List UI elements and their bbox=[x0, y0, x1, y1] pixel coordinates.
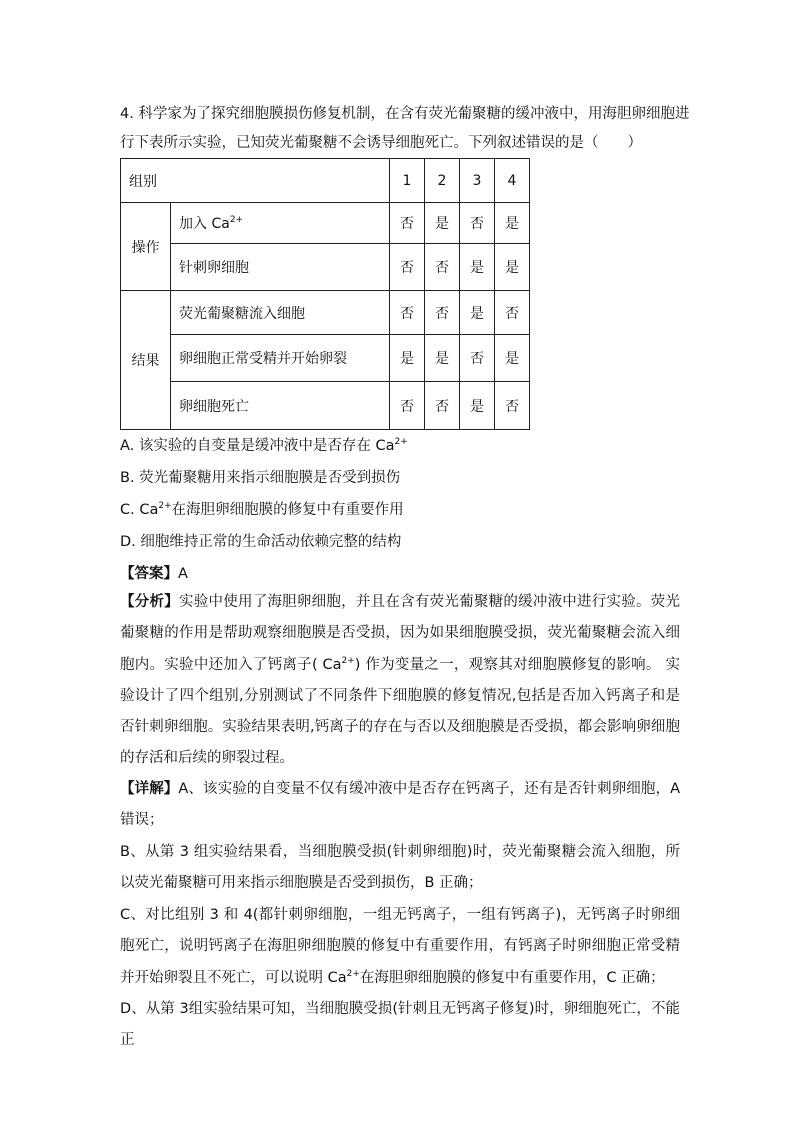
row-name-cell: 卵细胞正常受精并开始卵裂 bbox=[171, 335, 390, 382]
table-row bbox=[121, 203, 530, 244]
option-b: B. 荧光葡聚糖用来指示细胞膜是否受到损伤 bbox=[120, 470, 401, 486]
value-cell: 否 bbox=[495, 291, 530, 335]
value-cell: 否 bbox=[495, 382, 530, 430]
option-c-text-pre: C. Ca bbox=[120, 502, 159, 518]
value-cell: 否 bbox=[425, 382, 460, 430]
group-number-1: 1 bbox=[390, 159, 425, 203]
result-label-cell: 结果 bbox=[121, 291, 171, 430]
value-cell: 否 bbox=[460, 203, 495, 244]
option-c-text-post: 在海胆卵细胞膜的修复中有重要作用 bbox=[171, 502, 404, 518]
question-line-2: 行下表所示实验，已知荧光葡聚糖不会诱导细胞死亡。下列叙述错误的是（ ） bbox=[120, 135, 642, 151]
row-name-cell bbox=[171, 203, 390, 244]
row-name-cell: 卵细胞死亡 bbox=[171, 382, 390, 430]
answer-label: 【答案】 bbox=[120, 566, 178, 582]
value-cell: 否 bbox=[390, 203, 425, 244]
value-cell: 否 bbox=[390, 291, 425, 335]
value-cell: 否 bbox=[460, 335, 495, 382]
value-cell: 否 bbox=[390, 382, 425, 430]
option-d: D. 细胞维持正常的生命活动依赖完整的结构 bbox=[120, 534, 402, 550]
option-c bbox=[120, 500, 404, 520]
group-label-cell: 组别 bbox=[121, 159, 390, 203]
detail-paragraph-c bbox=[120, 900, 680, 994]
group-number-3: 3 bbox=[460, 159, 495, 203]
value-cell: 是 bbox=[495, 203, 530, 244]
row-name-text: 加入 Ca bbox=[179, 216, 230, 232]
row-name-cell: 针刺卵细胞 bbox=[171, 244, 390, 291]
value-cell: 是 bbox=[460, 382, 495, 430]
group-number-4: 4 bbox=[495, 159, 530, 203]
option-a-text: A. 该实验的自变量是缓冲液中是否存在 Ca bbox=[120, 438, 395, 454]
table-row bbox=[121, 244, 530, 291]
detail-a-text: A、该实验的自变量不仅有缓冲液中是否存在钙离子，还有是否针刺卵细胞，A 错误； bbox=[120, 781, 680, 829]
answer-line bbox=[120, 564, 188, 584]
value-cell: 是 bbox=[425, 203, 460, 244]
experiment-table bbox=[120, 158, 530, 430]
table-row bbox=[121, 335, 530, 382]
value-cell: 否 bbox=[425, 291, 460, 335]
option-a bbox=[120, 436, 408, 456]
analysis-label: 【分析】 bbox=[120, 594, 179, 610]
value-cell: 否 bbox=[425, 244, 460, 291]
table-row bbox=[121, 291, 530, 335]
value-cell: 是 bbox=[390, 335, 425, 382]
question-line-1: 4. 科学家为了探究细胞膜损伤修复机制，在含有荧光葡聚糖的缓冲液中，用海胆卵细胞进 bbox=[120, 106, 690, 122]
analysis-text-pre: 实验中使用了海胆卵细胞，并且在含有荧光葡聚糖的缓冲液中进行实验。荧光葡聚糖的作用是帮助观察细胞膜是否受损，因为如果细胞膜受损，荧光葡聚糖会流入细胞内。实验中还加入了钙离子( Ca bbox=[120, 594, 681, 673]
value-cell: 否 bbox=[390, 244, 425, 291]
group-number-2: 2 bbox=[425, 159, 460, 203]
analysis-paragraph bbox=[120, 587, 680, 775]
operation-label-cell: 操作 bbox=[121, 203, 171, 291]
table-row bbox=[121, 382, 530, 430]
option-c-superscript: 2+ bbox=[158, 501, 172, 511]
detail-c-text-pre: C、对比组别 3 和 4(都针刺卵细胞，一组无钙离子，一组有钙离子)，无钙离子时卵细胞死亡，说明钙离子在海胆卵细胞膜的修复中有重要作用，有钙离子时卵细胞正常受精并开始卵裂且不死亡，可以说明 Ca bbox=[120, 907, 680, 986]
detail-paragraph-a bbox=[120, 774, 680, 837]
value-cell: 是 bbox=[495, 335, 530, 382]
value-cell: 是 bbox=[460, 291, 495, 335]
detail-paragraph-d: D、从第 3组实验结果可知，当细胞膜受损(针刺且无钙离子修复)时，卵细胞死亡，不能正 bbox=[120, 1001, 680, 1049]
analysis-text-post: ) 作为变量之一，观察其对细胞膜修复的影响。 实验设计了四个组别,分别测试了不同条件下细胞膜的修复情况,包括是否加入钙离子和是否针刺卵细胞。实验结果表明,钙离子的存在与否以及细胞膜是否受损，都会影响卵细胞的存活和后续的卵裂过程。 bbox=[120, 656, 680, 767]
value-cell: 是 bbox=[460, 244, 495, 291]
value-cell: 是 bbox=[495, 244, 530, 291]
detail-label: 【详解】 bbox=[120, 781, 179, 797]
row-name-cell: 荧光葡聚糖流入细胞 bbox=[171, 291, 390, 335]
answer-value: A bbox=[178, 566, 188, 582]
detail-c-superscript: 2+ bbox=[346, 968, 360, 979]
option-a-superscript: 2+ bbox=[394, 437, 408, 447]
row-name-superscript: 2+ bbox=[229, 215, 244, 225]
analysis-superscript: 2+ bbox=[341, 655, 355, 666]
detail-paragraph-b: B、从第 3 组实验结果看，当细胞膜受损(针刺卵细胞)时，荧光葡聚糖会流入细胞，所以荧光葡聚糖可用来指示细胞膜是否受到损伤，B 正确； bbox=[120, 844, 680, 892]
table-header-row bbox=[121, 159, 530, 203]
value-cell: 是 bbox=[425, 335, 460, 382]
detail-c-text-post: 在海胆卵细胞膜的修复中有重要作用，C 正确； bbox=[359, 969, 665, 986]
